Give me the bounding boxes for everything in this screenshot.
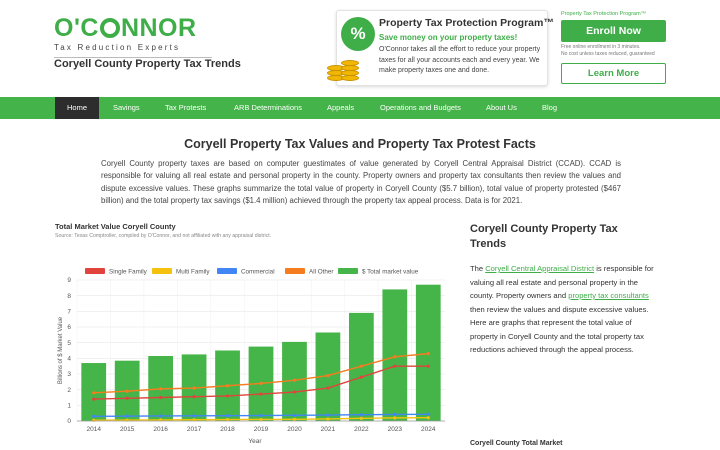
- tax-consultants-link[interactable]: property tax consultants: [568, 291, 649, 300]
- point-commercial: [159, 414, 162, 417]
- point-all-other: [427, 352, 430, 355]
- site-title: Coryell County Property Tax Trends: [54, 58, 241, 70]
- point-single-family: [92, 397, 95, 400]
- legend-label-all-other: All Other: [309, 268, 334, 276]
- appraisal-district-link[interactable]: Coryell Central Appraisal District: [485, 264, 595, 273]
- nav-item-blog[interactable]: Blog: [542, 103, 558, 112]
- enroll-note-line-1: Free online enrollment in 3 minutes.: [561, 44, 641, 50]
- point-multi-family: [326, 417, 329, 420]
- main-nav: [0, 97, 720, 119]
- x-tick-label: 2022: [354, 426, 369, 433]
- point-single-family: [393, 365, 396, 368]
- point-single-family: [293, 390, 296, 393]
- x-tick-label: 2019: [253, 426, 269, 433]
- y-tick-label: 4: [67, 355, 71, 363]
- point-single-family: [126, 397, 129, 400]
- intro-paragraph: Coryell County property taxes are based on computer guestimates of value generated by Coryell Central Appraisal District (CCAD). CCAD is responsible for valuing all real estate and personal property in the county. Property owners and property tax consultants then review the values and dispute excessive values. These graphs summarize the total value of property in Coryell County ($5.7 billion), total value of property protested ($467 billion) and the total property tax savings ($1.4 million) achieved through the property tax appeal process. Data is for 2021.: [101, 159, 621, 206]
- logo-o-ring-icon: [100, 18, 120, 38]
- point-all-other: [326, 374, 329, 377]
- x-tick-label: 2018: [220, 426, 235, 433]
- market-value-chart: [55, 262, 450, 450]
- point-multi-family: [293, 418, 296, 421]
- point-all-other: [259, 382, 262, 385]
- point-single-family: [159, 396, 162, 399]
- legend-swatch-single-family: [85, 268, 105, 274]
- point-single-family: [326, 387, 329, 390]
- point-single-family: [259, 392, 262, 395]
- chart-source: Source: Texas Comptroller, compiled by O'Connor, and not affiliated with any appraisal district.: [55, 233, 272, 239]
- point-commercial: [192, 414, 195, 417]
- point-all-other: [92, 391, 95, 394]
- enroll-note: [561, 44, 655, 58]
- percent-icon: %: [341, 17, 375, 51]
- nav-item-about-us[interactable]: About Us: [486, 103, 517, 112]
- y-tick-label: 9: [67, 277, 71, 285]
- logo-text-end: NNOR: [120, 14, 197, 42]
- legend-swatch-multi-family: [152, 268, 172, 274]
- x-tick-label: 2017: [186, 426, 202, 433]
- point-commercial: [126, 415, 129, 418]
- y-tick-label: 7: [67, 308, 71, 316]
- logo[interactable]: [54, 14, 214, 58]
- x-tick-label: 2023: [387, 426, 403, 433]
- y-tick-label: 1: [67, 402, 71, 410]
- sidebar-subheading: Coryell County Total Market: [470, 440, 563, 447]
- enroll-program-label: Property Tax Protection Program™: [561, 11, 647, 17]
- promo-save-line: Save money on your property taxes!: [379, 33, 518, 42]
- point-commercial: [326, 413, 329, 416]
- sidebar-text-3: then review the values and dispute excessive values. Here are graphs that represent the total value of property in Coryell County and the total property tax reductions achieved through the appeal process.: [470, 304, 649, 354]
- legend-label-commercial: Commercial: [241, 268, 275, 276]
- point-all-other: [393, 355, 396, 358]
- y-tick-label: 5: [67, 339, 71, 347]
- point-commercial: [226, 414, 229, 417]
- logo-tagline: Tax Reduction Experts: [54, 43, 181, 52]
- y-tick-label: 8: [67, 292, 71, 300]
- x-tick-label: 2020: [287, 426, 302, 433]
- x-tick-label: 2024: [421, 426, 436, 433]
- point-multi-family: [427, 416, 430, 419]
- chart-title: Total Market Value Coryell County: [55, 222, 176, 231]
- nav-item-tax-protests[interactable]: Tax Protests: [165, 103, 207, 112]
- chart-legend: [85, 268, 419, 276]
- point-all-other: [159, 387, 162, 390]
- sidebar-text-2: is responsible for valuing all real estate and personal property in the county. Property owners and: [470, 264, 654, 300]
- promo-description: O'Connor takes all the effort to reduce your property taxes for all your accounts each and every year. We make property taxes one and done.: [379, 46, 541, 74]
- promo-box[interactable]: [336, 10, 554, 86]
- point-commercial: [360, 413, 363, 416]
- x-tick-label: 2015: [119, 426, 135, 433]
- legend-swatch--total-market-value: [338, 268, 358, 274]
- x-tick-label: 2014: [86, 426, 101, 433]
- point-all-other: [192, 387, 195, 390]
- page-title: Coryell Property Tax Values and Property Tax Protest Facts: [184, 137, 536, 151]
- enroll-note-line-2: No cost unless taxes reduced, guaranteed: [561, 51, 655, 57]
- coin-stack-icon: [323, 47, 363, 83]
- sidebar-title: Coryell County Property Tax Trends: [470, 223, 618, 250]
- sidebar-text-1: The: [470, 264, 486, 273]
- point-single-family: [192, 395, 195, 398]
- point-single-family: [427, 365, 430, 368]
- y-tick-label: 6: [67, 324, 71, 332]
- chart-bars: [81, 285, 440, 421]
- nav-item-appeals[interactable]: Appeals: [327, 103, 355, 112]
- y-tick-label: 2: [67, 386, 71, 394]
- point-commercial: [393, 413, 396, 416]
- point-commercial: [427, 413, 430, 416]
- point-commercial: [92, 415, 95, 418]
- point-multi-family: [360, 417, 363, 420]
- nav-item-arb-determinations[interactable]: ARB Determinations: [234, 103, 302, 112]
- x-tick-label: 2021: [320, 426, 336, 433]
- y-tick-label: 0: [67, 418, 71, 426]
- legend-swatch-commercial: [217, 268, 237, 274]
- learn-more-button[interactable]: Learn More: [561, 63, 666, 84]
- logo-wordmark: [54, 14, 214, 42]
- nav-item-home[interactable]: Home: [55, 97, 99, 119]
- nav-item-operations-budgets[interactable]: Operations and Budgets: [380, 103, 461, 112]
- site-header: [0, 0, 720, 96]
- point-multi-family: [393, 416, 396, 419]
- point-all-other: [126, 390, 129, 393]
- nav-item-savings[interactable]: Savings: [113, 103, 140, 112]
- x-tick-label: 2016: [153, 426, 168, 433]
- point-all-other: [293, 379, 296, 382]
- x-axis-label: Year: [248, 438, 262, 445]
- promo-title: Property Tax Protection Program™: [379, 17, 554, 29]
- legend-label-single-family: Single Family: [109, 268, 147, 276]
- legend-swatch-all-other: [285, 268, 305, 274]
- logo-text-start: O'C: [54, 14, 99, 42]
- legend-label--total-market-value: $ Total market value: [362, 268, 419, 276]
- point-single-family: [226, 394, 229, 397]
- point-all-other: [226, 384, 229, 387]
- point-single-family: [360, 376, 363, 379]
- enroll-now-button[interactable]: Enroll Now: [561, 20, 666, 42]
- y-tick-label: 3: [67, 371, 71, 379]
- point-commercial: [293, 414, 296, 417]
- legend-label-multi-family: Multi Family: [176, 268, 210, 276]
- y-axis-label: Billions of $ Market Value: [58, 316, 64, 385]
- point-commercial: [259, 414, 262, 417]
- point-all-other: [360, 365, 363, 368]
- point-multi-family: [259, 418, 262, 421]
- sidebar-paragraph: [470, 262, 660, 357]
